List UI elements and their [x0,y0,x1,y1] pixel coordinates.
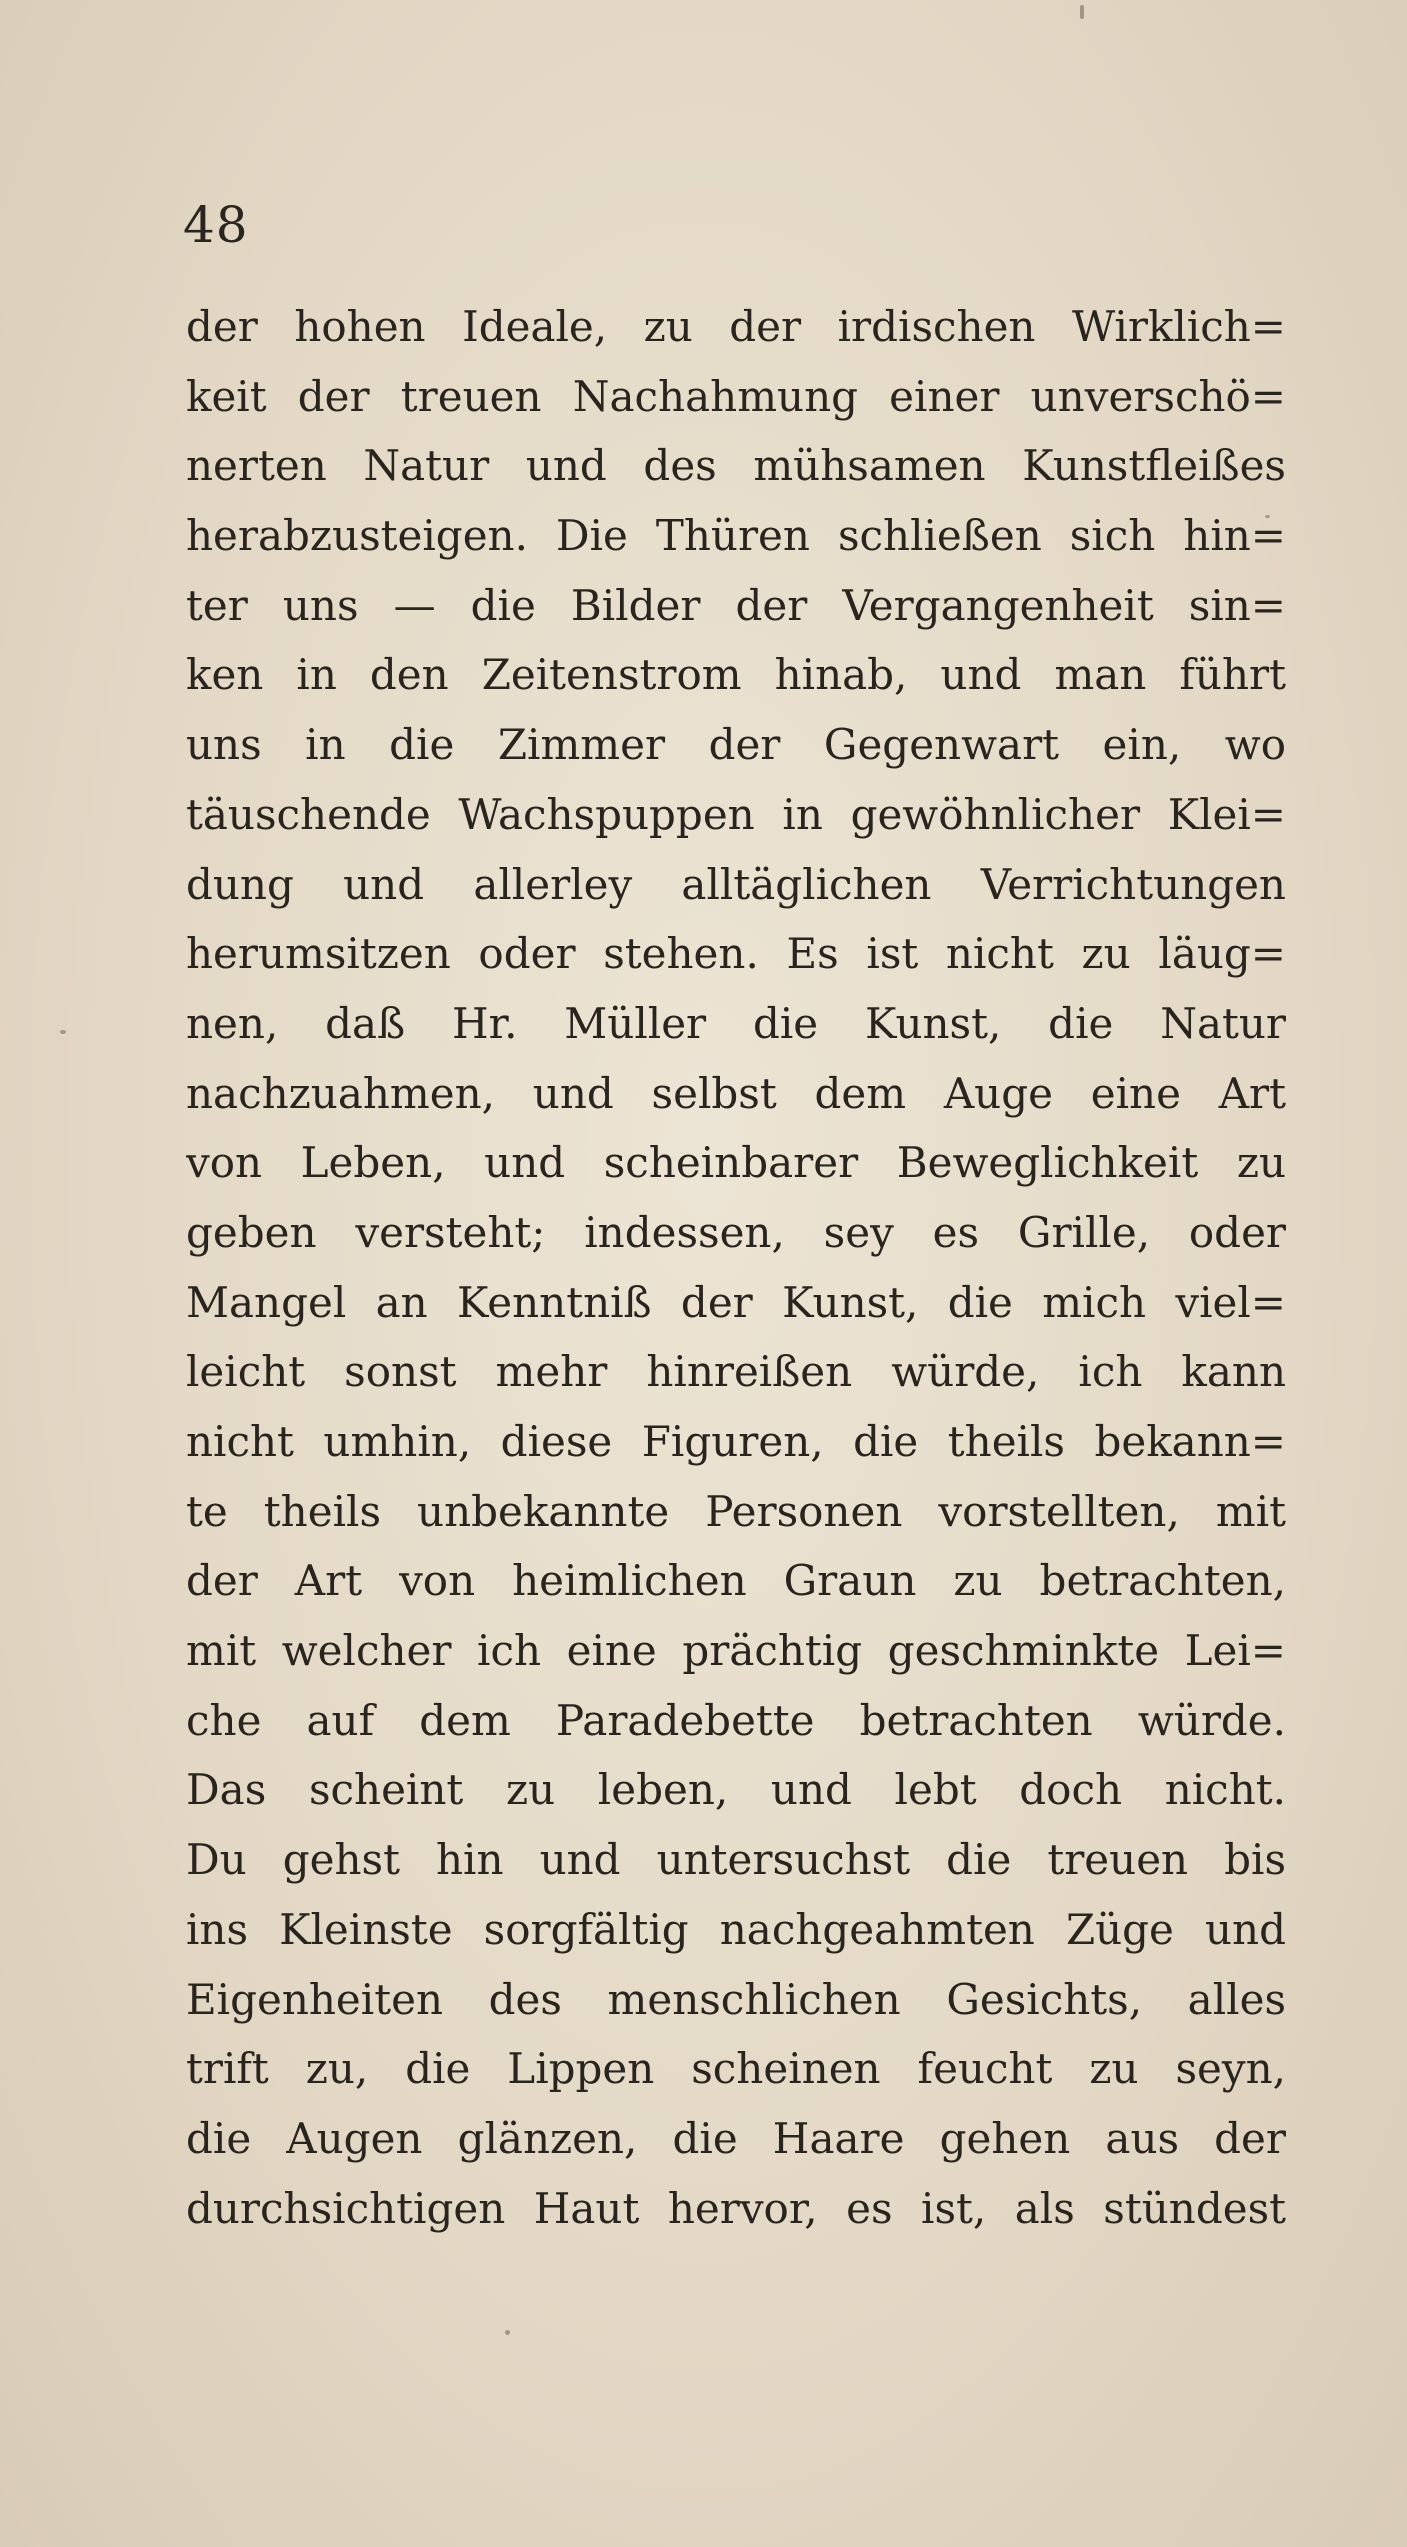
paper-speck [1080,5,1084,19]
text-line: Das scheint zu leben, und lebt doch nicht. [186,1765,1286,1815]
text-line: der hohen Ideale, zu der irdischen Wirklich= [186,302,1286,351]
text-line: geben versteht; indessen, sey es Grille, oder [186,1207,1286,1257]
text-line: von Leben, und scheinbarer Beweglichkeit zu [186,1138,1286,1188]
text-line: Eigenheiten des menschlichen Gesichts, alles [186,1974,1286,2024]
text-line: durchsichtigen Haut hervor, es ist, als stündest [186,2183,1286,2233]
text-line: te theils unbekannte Personen vorstellten, mit [186,1486,1286,1536]
text-line: nachzuahmen, und selbst dem Auge eine Art [186,1068,1286,1118]
text-line: mit welcher ich eine prächtig geschminkte Lei= [186,1626,1286,1676]
text-line: uns in die Zimmer der Gegenwart ein, wo [186,720,1286,770]
text-line: die Augen glänzen, die Haare gehen aus der [186,2113,1286,2163]
page-number: 48 [183,196,249,254]
text-line: leicht sonst mehr hinreißen würde, ich kann [186,1347,1286,1397]
text-line: ter uns — die Bilder der Vergangenheit sin= [186,580,1286,630]
text-line: täuschende Wachspuppen in gewöhnlicher Klei= [186,789,1286,839]
text-line: che auf dem Paradebette betrachten würde. [186,1695,1286,1745]
text-line: nerten Natur und des mühsamen Kunstfleißes [186,441,1286,491]
text-line: nen, daß Hr. Müller die Kunst, die Natur [186,998,1286,1048]
text-line: herumsitzen oder stehen. Es ist nicht zu läug= [186,929,1286,979]
text-line: der Art von heimlichen Graun zu betrachten, [186,1556,1286,1606]
text-line: Mangel an Kenntniß der Kunst, die mich viel= [186,1277,1286,1327]
text-line: trift zu, die Lippen scheinen feucht zu seyn, [186,2044,1286,2094]
text-line: nicht umhin, diese Figuren, die theils bekann= [186,1417,1286,1466]
body-text [186,292,1286,2243]
text-line: herabzusteigen. Die Thüren schließen sich hin= [186,511,1286,561]
paper-speck [505,2330,510,2335]
text-line: ken in den Zeitenstrom hinab, und man führt [186,650,1286,700]
text-line: dung und allerley alltäglichen Verrichtungen [186,859,1286,909]
text-line: Du gehst hin und untersuchst die treuen bis [186,1835,1286,1885]
text-line: ins Kleinste sorgfältig nachgeahmten Züge und [186,1904,1286,1954]
paper-speck [60,1030,66,1034]
text-line: keit der treuen Nachahmung einer unverschö= [186,371,1286,421]
